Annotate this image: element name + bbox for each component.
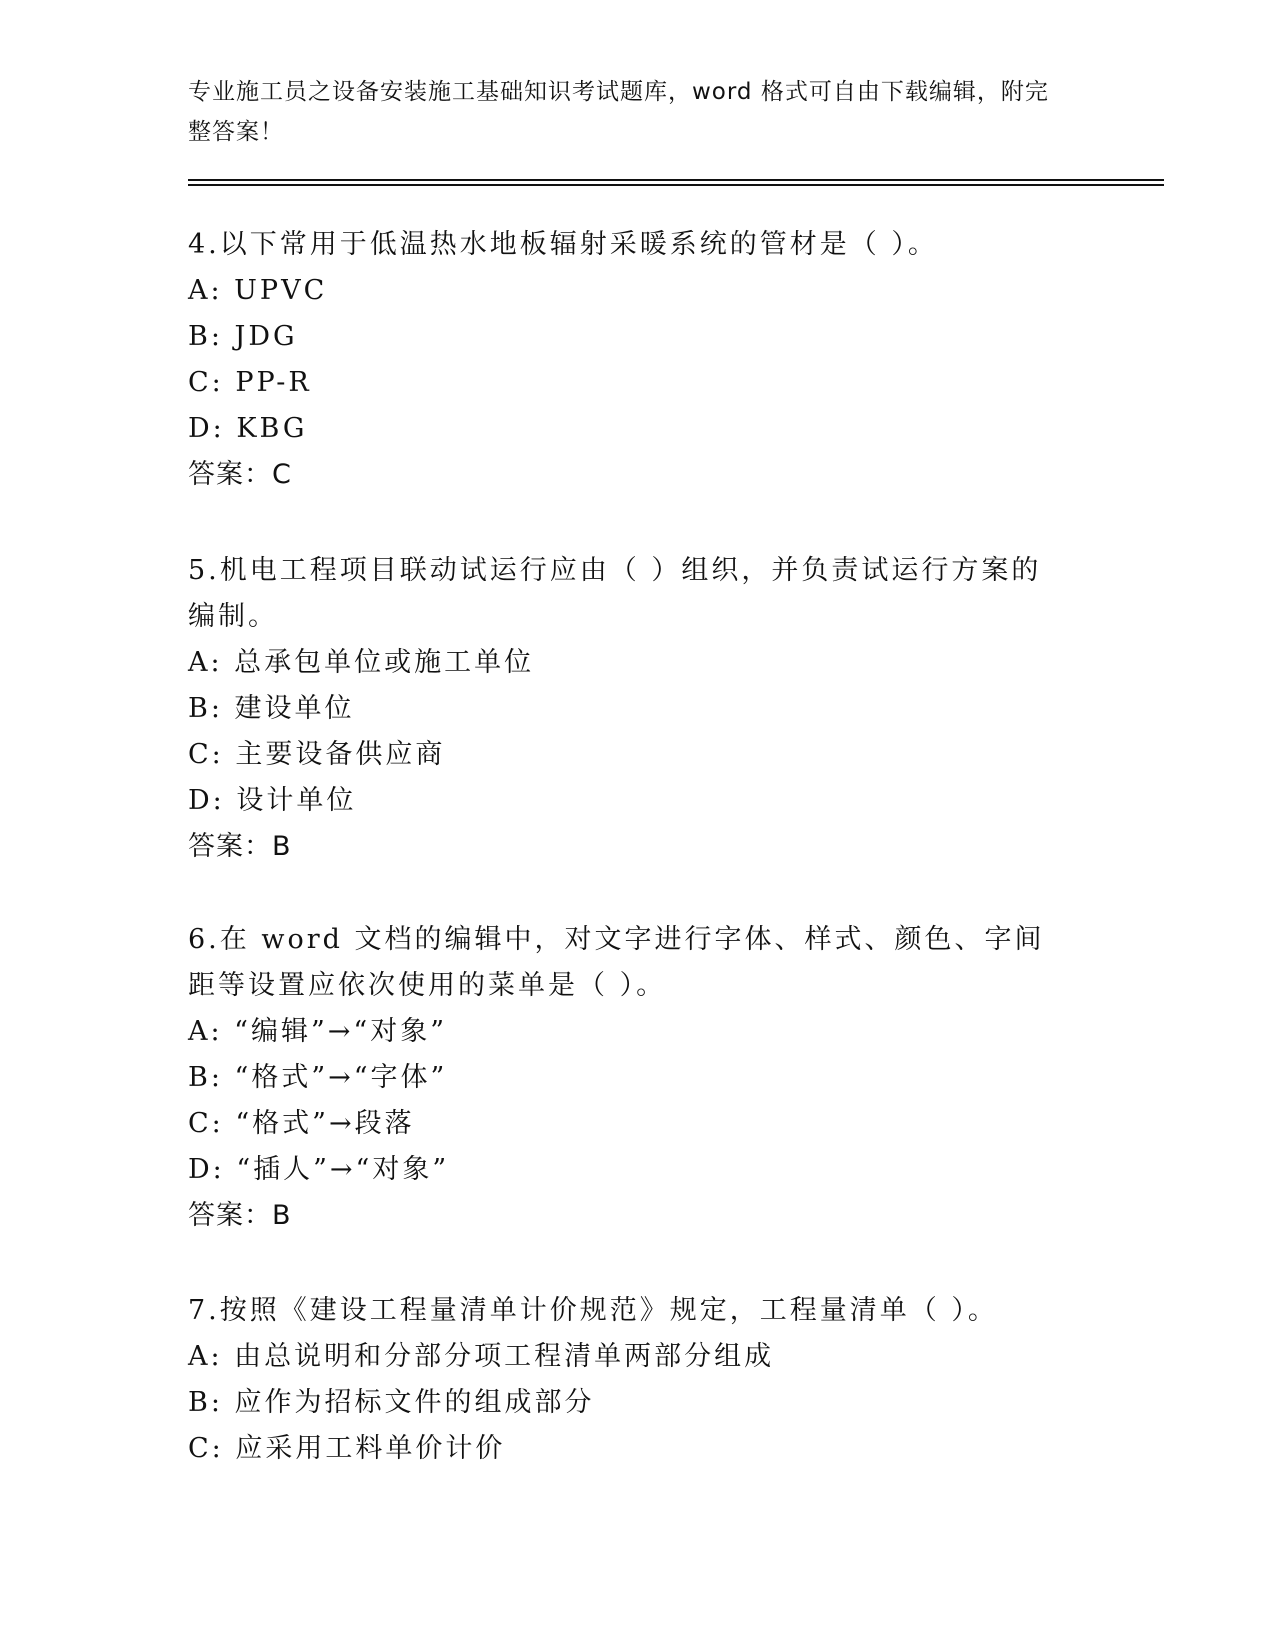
option-c: C: 主要设备供应商 [188,739,446,770]
question-5 [188,548,1068,870]
header-divider-top [188,179,1164,181]
question-7 [188,1288,1088,1472]
option-a: A: “编辑”→“对象” [188,1016,448,1047]
document-header: 专业施工员之设备安装施工基础知识考试题库，word 格式可自由下载编辑，附完整答案！ [188,79,1049,145]
option-a: A: UPVC [188,275,328,306]
option-c: C: PP-R [188,367,312,398]
header-divider-bottom [188,184,1164,186]
question-stem: 4.以下常用于低温热水地板辐射采暖系统的管材是（ ）。 [188,229,938,260]
option-b: B: 建设单位 [188,693,355,724]
option-b: B: “格式”→“字体” [188,1062,448,1093]
answer: 答案：C [188,459,292,490]
option-a: A: 总承包单位或施工单位 [188,647,535,678]
question-6 [188,917,1068,1239]
question-stem: 5.机电工程项目联动试运行应由（ ）组织，并负责试运行方案的编制。 [188,555,1042,632]
option-b: B: JDG [188,321,298,352]
option-a: A: 由总说明和分部分项工程清单两部分组成 [188,1341,775,1372]
question-4 [188,222,1088,498]
option-d: D: “插人”→“对象” [188,1154,450,1185]
answer: 答案：B [188,831,292,862]
option-d: D: KBG [188,413,308,444]
question-stem: 6.在 word 文档的编辑中，对文字进行字体、样式、颜色、字间距等设置应依次使用的菜单是（ ）。 [188,924,1045,1001]
option-c: C: “格式”→段落 [188,1108,415,1139]
answer: 答案：B [188,1200,292,1231]
option-c: C: 应采用工料单价计价 [188,1433,506,1464]
option-b: B: 应作为招标文件的组成部分 [188,1387,595,1418]
option-d: D: 设计单位 [188,785,357,816]
question-stem: 7.按照《建设工程量清单计价规范》规定，工程量清单（ ）。 [188,1295,998,1326]
